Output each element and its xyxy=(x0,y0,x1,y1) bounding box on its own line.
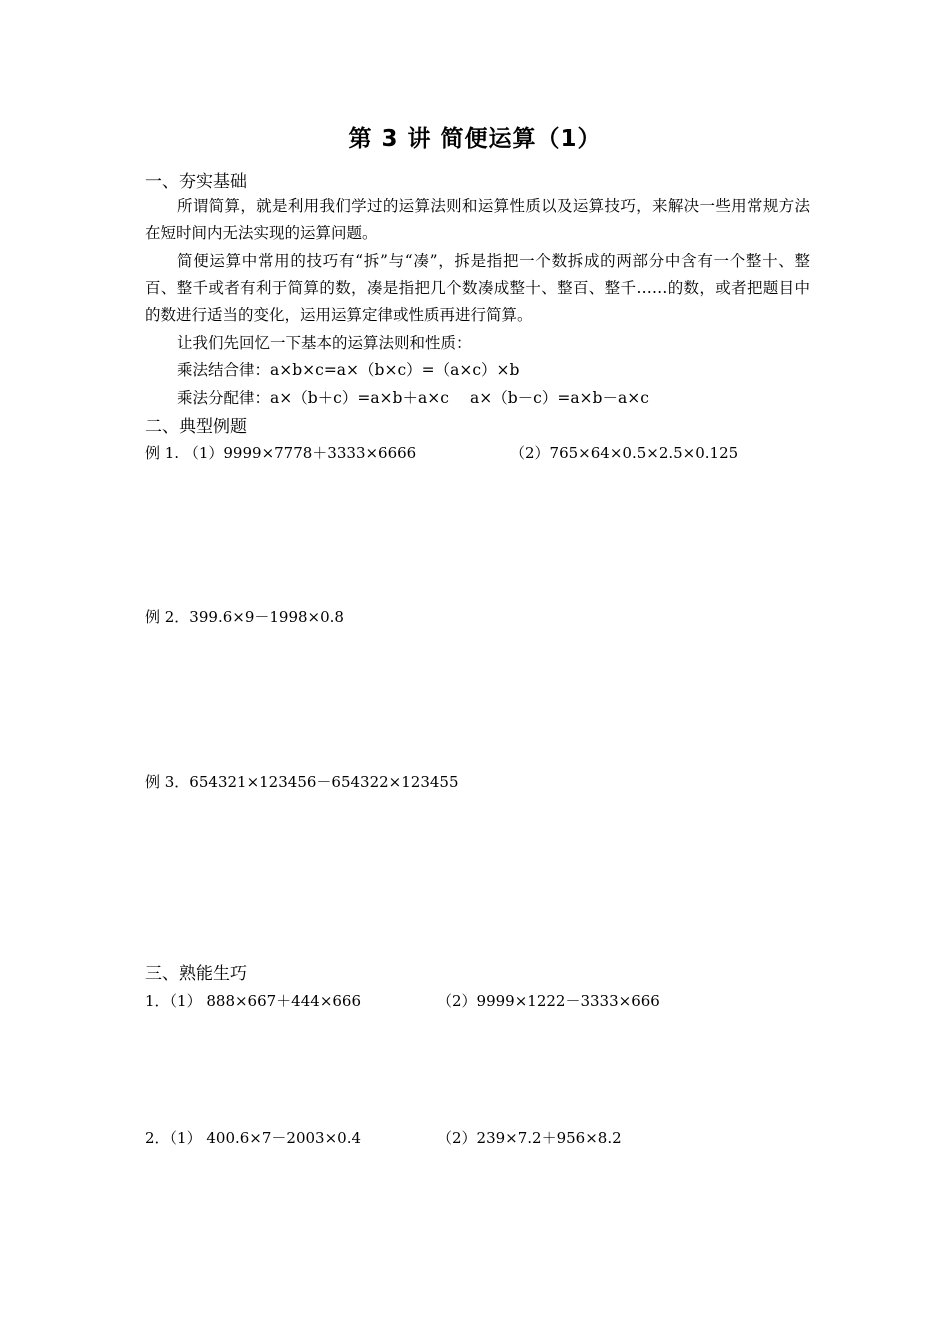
associative-law: 乘法结合律：a×b×c=a×（b×c）=（a×c）×b xyxy=(177,361,520,379)
practice-2-part-2: （2）239×7.2＋956×8.2 xyxy=(437,1129,622,1147)
section-heading-basics: 一、夯实基础 xyxy=(145,172,247,192)
example-3: 例 3．654321×123456－654322×123455 xyxy=(145,773,459,791)
distributive-law-plus: 乘法分配律：a×（b＋c）=a×b＋a×c xyxy=(177,389,449,407)
practice-2-part-1: 2．（1） 400.6×7－2003×0.4 xyxy=(145,1129,362,1147)
section-heading-practice: 三、熟能生巧 xyxy=(145,964,247,984)
page-title: 第 3 讲 简便运算（1） xyxy=(348,126,602,152)
paragraph-definition: 所谓简算，就是利用我们学过的运算法则和运算性质以及运算技巧，来解决一些用常规方法在短时间内无法实现的运算问题。 xyxy=(145,197,810,242)
section-heading-examples: 二、典型例题 xyxy=(145,417,247,437)
recall-line: 让我们先回忆一下基本的运算法则和性质： xyxy=(177,334,472,352)
practice-1-part-2: （2）9999×1222－3333×666 xyxy=(437,992,660,1010)
distributive-law-minus: a×（b－c）=a×b－a×c xyxy=(470,389,649,407)
example-1-part-1: 例 1. （1）9999×7778＋3333×6666 xyxy=(145,444,417,462)
example-2: 例 2．399.6×9－1998×0.8 xyxy=(145,608,344,626)
example-1-part-2: （2）765×64×0.5×2.5×0.125 xyxy=(510,444,739,462)
practice-1-part-1: 1．（1） 888×667＋444×666 xyxy=(145,992,362,1010)
paragraph-techniques: 简便运算中常用的技巧有“拆”与“凑”，拆是指把一个数拆成的两部分中含有一个整十、整百、整千或者有利于简算的数，凑是指把几个数凑成整十、整百、整千……的数，或者把题目中的数进行适当的变化，运用运算定律或性质再进行简算。 xyxy=(145,252,810,324)
